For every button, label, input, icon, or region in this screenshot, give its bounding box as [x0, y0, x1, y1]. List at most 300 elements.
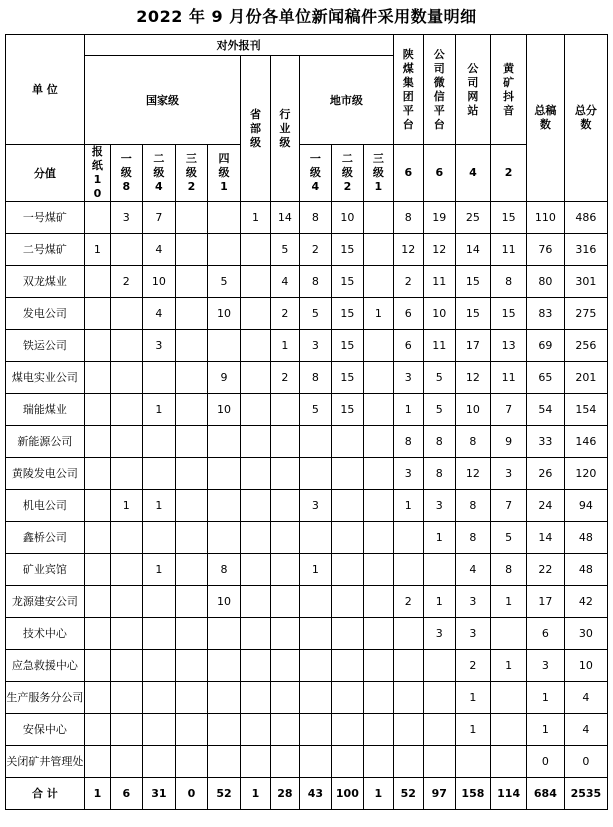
count-cell — [207, 490, 241, 522]
count-cell: 1 — [393, 394, 423, 426]
table-row — [6, 746, 608, 778]
count-cell: 3 — [455, 586, 491, 618]
count-cell — [270, 394, 299, 426]
count-cell — [207, 330, 241, 362]
count-cell: 4 — [455, 554, 491, 586]
table-row — [6, 234, 608, 266]
score-cell — [455, 145, 491, 202]
unit-header: 单 位 — [6, 35, 85, 145]
count-cell: 5 — [270, 234, 299, 266]
count-cell: 1 — [142, 490, 176, 522]
count-cell — [142, 682, 176, 714]
wechat-platform-header: 公司微信平台 — [424, 35, 456, 145]
count-cell — [300, 586, 332, 618]
count-cell — [111, 426, 143, 458]
count-cell: 8 — [393, 426, 423, 458]
count-cell — [111, 682, 143, 714]
table-row — [6, 522, 608, 554]
unit-name: 关闭矿井管理处 — [6, 746, 85, 778]
count-cell — [84, 266, 110, 298]
count-cell — [331, 458, 364, 490]
count-cell — [364, 330, 393, 362]
count-cell — [364, 618, 393, 650]
score-value: 4 — [469, 166, 477, 179]
level-subheader — [84, 145, 110, 202]
level-label: 三级 — [372, 152, 384, 179]
count-cell — [142, 522, 176, 554]
count-cell: 15 — [455, 298, 491, 330]
score-value: 8 — [122, 180, 131, 193]
count-cell — [300, 682, 332, 714]
table-row — [6, 426, 608, 458]
count-cell — [142, 426, 176, 458]
level-subheader — [176, 145, 208, 202]
level-label: 一级 — [309, 152, 321, 179]
count-cell — [241, 394, 270, 426]
table-row — [6, 266, 608, 298]
count-cell — [241, 426, 270, 458]
provincial-level-header: 省部级 — [241, 56, 270, 202]
total-cell: 0 — [176, 778, 208, 810]
count-cell: 17 — [455, 330, 491, 362]
count-cell — [176, 202, 208, 234]
count-cell — [241, 650, 270, 682]
count-cell: 12 — [424, 234, 456, 266]
level-subheader — [331, 145, 364, 202]
total-cell: 31 — [142, 778, 176, 810]
count-cell: 1 — [491, 586, 527, 618]
total-cell: 114 — [491, 778, 527, 810]
count-cell — [176, 746, 208, 778]
score-value: 6 — [404, 166, 413, 179]
count-cell — [84, 554, 110, 586]
count-cell — [84, 746, 110, 778]
count-cell: 1 — [142, 554, 176, 586]
count-cell — [270, 458, 299, 490]
count-cell: 15 — [331, 330, 364, 362]
count-cell — [84, 298, 110, 330]
count-cell: 3 — [424, 618, 456, 650]
score-value: 4 — [311, 180, 320, 193]
count-cell — [364, 586, 393, 618]
count-cell — [207, 426, 241, 458]
count-cell: 42 — [564, 586, 607, 618]
count-cell: 33 — [526, 426, 564, 458]
count-cell — [300, 426, 332, 458]
count-cell — [491, 746, 527, 778]
count-cell: 7 — [142, 202, 176, 234]
count-cell — [364, 746, 393, 778]
level-label: 一级 — [120, 152, 132, 179]
level-subheader — [207, 145, 241, 202]
unit-name: 矿业宾馆 — [6, 554, 85, 586]
count-cell: 11 — [491, 234, 527, 266]
level-label: 二级 — [341, 152, 353, 179]
count-cell: 4 — [270, 266, 299, 298]
count-cell: 15 — [331, 362, 364, 394]
count-cell — [142, 458, 176, 490]
count-cell: 8 — [207, 554, 241, 586]
count-cell: 3 — [300, 490, 332, 522]
count-cell — [270, 746, 299, 778]
count-cell — [84, 650, 110, 682]
count-cell: 4 — [564, 682, 607, 714]
count-cell: 0 — [564, 746, 607, 778]
table-row — [6, 650, 608, 682]
count-cell — [142, 362, 176, 394]
count-cell — [142, 618, 176, 650]
count-cell: 10 — [142, 266, 176, 298]
count-cell — [111, 458, 143, 490]
count-cell: 1 — [526, 714, 564, 746]
count-cell: 120 — [564, 458, 607, 490]
count-cell — [364, 394, 393, 426]
count-cell: 7 — [491, 490, 527, 522]
count-cell: 486 — [564, 202, 607, 234]
count-cell — [111, 394, 143, 426]
count-cell: 5 — [300, 298, 332, 330]
count-cell: 10 — [207, 298, 241, 330]
count-cell: 2 — [111, 266, 143, 298]
count-cell: 8 — [424, 458, 456, 490]
count-cell — [176, 682, 208, 714]
count-cell — [84, 714, 110, 746]
count-cell — [111, 650, 143, 682]
count-cell: 8 — [455, 490, 491, 522]
level-label: 三级 — [185, 152, 197, 179]
count-cell — [331, 522, 364, 554]
count-cell: 76 — [526, 234, 564, 266]
total-articles-header: 总稿数 — [526, 35, 564, 202]
count-cell — [393, 650, 423, 682]
count-cell: 1 — [142, 394, 176, 426]
score-value: 1 — [220, 180, 228, 193]
count-cell: 2 — [270, 362, 299, 394]
count-cell — [393, 746, 423, 778]
count-cell — [84, 362, 110, 394]
count-cell: 1 — [241, 202, 270, 234]
count-cell — [176, 458, 208, 490]
count-cell — [331, 426, 364, 458]
count-cell: 3 — [300, 330, 332, 362]
count-cell — [241, 458, 270, 490]
count-cell: 301 — [564, 266, 607, 298]
count-cell: 15 — [331, 266, 364, 298]
website-header: 公司网站 — [455, 35, 491, 145]
count-cell — [207, 650, 241, 682]
count-cell: 1 — [300, 554, 332, 586]
count-cell — [364, 202, 393, 234]
table-row — [6, 202, 608, 234]
table-row — [6, 618, 608, 650]
unit-name: 新能源公司 — [6, 426, 85, 458]
count-cell — [491, 618, 527, 650]
count-cell — [176, 234, 208, 266]
count-cell — [84, 394, 110, 426]
count-cell: 2 — [393, 586, 423, 618]
count-cell — [207, 618, 241, 650]
count-cell — [331, 746, 364, 778]
level-label: 二级 — [153, 152, 165, 179]
count-cell — [142, 746, 176, 778]
count-cell — [393, 554, 423, 586]
count-cell: 1 — [111, 490, 143, 522]
count-cell: 1 — [364, 298, 393, 330]
count-cell: 3 — [526, 650, 564, 682]
count-cell — [241, 266, 270, 298]
unit-name: 龙源建安公司 — [6, 586, 85, 618]
score-value: 2 — [187, 180, 196, 193]
count-cell — [176, 618, 208, 650]
count-cell: 19 — [424, 202, 456, 234]
count-cell: 48 — [564, 554, 607, 586]
count-cell — [331, 682, 364, 714]
douyin-header: 黄矿抖音 — [491, 35, 527, 145]
count-cell — [142, 586, 176, 618]
count-cell — [111, 362, 143, 394]
count-cell: 12 — [455, 362, 491, 394]
city-level-header: 地市级 — [300, 56, 393, 145]
table-row — [6, 298, 608, 330]
total-cell: 52 — [207, 778, 241, 810]
count-cell: 8 — [491, 266, 527, 298]
count-cell: 8 — [491, 554, 527, 586]
table-row — [6, 554, 608, 586]
count-cell: 1 — [393, 490, 423, 522]
unit-name: 机电公司 — [6, 490, 85, 522]
count-cell — [300, 522, 332, 554]
count-cell — [241, 586, 270, 618]
count-cell — [84, 490, 110, 522]
count-cell — [176, 330, 208, 362]
count-cell — [393, 682, 423, 714]
count-cell: 94 — [564, 490, 607, 522]
count-cell: 15 — [331, 234, 364, 266]
score-value: 1 — [374, 180, 383, 193]
count-cell: 2 — [455, 650, 491, 682]
count-cell: 7 — [491, 394, 527, 426]
count-cell: 110 — [526, 202, 564, 234]
count-cell — [176, 650, 208, 682]
count-cell: 4 — [142, 234, 176, 266]
level-label: 四级 — [218, 152, 230, 179]
count-cell: 1 — [84, 234, 110, 266]
count-cell — [364, 490, 393, 522]
count-cell: 9 — [207, 362, 241, 394]
count-cell: 15 — [491, 202, 527, 234]
count-cell: 1 — [270, 330, 299, 362]
count-cell — [176, 426, 208, 458]
count-cell: 8 — [393, 202, 423, 234]
count-cell: 14 — [455, 234, 491, 266]
national-level-header: 国家级 — [84, 56, 241, 145]
count-cell — [424, 714, 456, 746]
count-cell — [364, 458, 393, 490]
score-cell — [491, 145, 527, 202]
count-cell — [331, 586, 364, 618]
count-cell: 30 — [564, 618, 607, 650]
count-cell — [111, 554, 143, 586]
count-cell: 146 — [564, 426, 607, 458]
count-cell — [84, 618, 110, 650]
unit-name: 黄陵发电公司 — [6, 458, 85, 490]
count-cell — [331, 554, 364, 586]
count-cell: 8 — [300, 266, 332, 298]
count-cell — [176, 522, 208, 554]
count-cell: 316 — [564, 234, 607, 266]
page-title: 2022 年 9 月份各单位新闻稿件采用数量明细 — [136, 7, 477, 26]
shaanxi-platform-header: 陕煤集团平台 — [393, 35, 423, 145]
count-cell — [241, 522, 270, 554]
level-label: 报纸 — [91, 145, 103, 172]
count-cell: 8 — [455, 426, 491, 458]
count-cell — [207, 746, 241, 778]
count-cell: 3 — [111, 202, 143, 234]
count-cell — [270, 522, 299, 554]
level-subheader — [142, 145, 176, 202]
count-cell: 10 — [207, 586, 241, 618]
count-cell: 13 — [491, 330, 527, 362]
count-cell — [270, 426, 299, 458]
table-row — [6, 586, 608, 618]
count-cell — [424, 650, 456, 682]
count-cell — [393, 618, 423, 650]
count-cell — [241, 618, 270, 650]
count-cell — [331, 618, 364, 650]
count-cell — [207, 458, 241, 490]
unit-name: 技术中心 — [6, 618, 85, 650]
count-cell: 26 — [526, 458, 564, 490]
count-cell: 22 — [526, 554, 564, 586]
news-count-table — [5, 34, 608, 810]
table-row — [6, 362, 608, 394]
count-cell: 25 — [455, 202, 491, 234]
unit-name: 双龙煤业 — [6, 266, 85, 298]
count-cell — [331, 714, 364, 746]
count-cell — [300, 458, 332, 490]
count-cell: 14 — [270, 202, 299, 234]
count-cell: 11 — [491, 362, 527, 394]
count-cell — [300, 714, 332, 746]
count-cell — [241, 714, 270, 746]
level-subheader — [300, 145, 332, 202]
count-cell — [84, 682, 110, 714]
count-cell — [270, 714, 299, 746]
count-cell — [176, 394, 208, 426]
count-cell: 2 — [300, 234, 332, 266]
count-cell — [331, 650, 364, 682]
count-cell — [424, 682, 456, 714]
total-cell: 100 — [331, 778, 364, 810]
count-cell — [207, 714, 241, 746]
count-cell — [84, 458, 110, 490]
total-cell: 43 — [300, 778, 332, 810]
count-cell: 48 — [564, 522, 607, 554]
count-cell — [241, 746, 270, 778]
total-cell: 97 — [424, 778, 456, 810]
count-cell — [455, 746, 491, 778]
count-cell: 10 — [331, 202, 364, 234]
count-cell: 15 — [331, 394, 364, 426]
table-row — [6, 458, 608, 490]
count-cell — [176, 554, 208, 586]
count-cell: 9 — [491, 426, 527, 458]
unit-name: 应急救援中心 — [6, 650, 85, 682]
count-cell — [364, 650, 393, 682]
total-cell: 1 — [84, 778, 110, 810]
level-subheader — [111, 145, 143, 202]
count-cell: 1 — [424, 586, 456, 618]
count-cell: 4 — [564, 714, 607, 746]
score-value: 2 — [343, 180, 352, 193]
count-cell: 11 — [424, 266, 456, 298]
count-cell — [364, 266, 393, 298]
count-cell: 8 — [424, 426, 456, 458]
count-cell: 2 — [270, 298, 299, 330]
external-press-header: 对外报刊 — [84, 35, 393, 56]
count-cell: 54 — [526, 394, 564, 426]
count-cell: 1 — [424, 522, 456, 554]
count-cell: 8 — [455, 522, 491, 554]
score-value: 10 — [93, 173, 102, 200]
unit-name: 鑫桥公司 — [6, 522, 85, 554]
count-cell — [364, 362, 393, 394]
count-cell: 65 — [526, 362, 564, 394]
count-cell: 3 — [393, 458, 423, 490]
count-cell: 14 — [526, 522, 564, 554]
count-cell — [207, 522, 241, 554]
count-cell — [270, 618, 299, 650]
count-cell — [142, 714, 176, 746]
score-cell — [393, 145, 423, 202]
score-value: 2 — [504, 166, 513, 179]
count-cell — [300, 746, 332, 778]
count-cell — [111, 330, 143, 362]
unit-name: 铁运公司 — [6, 330, 85, 362]
total-cell: 1 — [364, 778, 393, 810]
count-cell: 256 — [564, 330, 607, 362]
count-cell — [241, 234, 270, 266]
count-cell — [300, 650, 332, 682]
count-cell: 80 — [526, 266, 564, 298]
count-cell — [176, 714, 208, 746]
table-row — [6, 394, 608, 426]
count-cell — [176, 362, 208, 394]
table-row — [6, 682, 608, 714]
total-score-header: 总分数 — [564, 35, 607, 202]
count-cell: 17 — [526, 586, 564, 618]
count-cell: 8 — [300, 202, 332, 234]
count-cell — [364, 426, 393, 458]
count-cell: 10 — [424, 298, 456, 330]
table-row — [6, 330, 608, 362]
total-cell: 52 — [393, 778, 423, 810]
count-cell — [241, 682, 270, 714]
count-cell: 4 — [142, 298, 176, 330]
count-cell — [84, 202, 110, 234]
count-cell — [111, 234, 143, 266]
total-cell: 6 — [111, 778, 143, 810]
count-cell: 3 — [142, 330, 176, 362]
unit-name: 煤电实业公司 — [6, 362, 85, 394]
count-cell — [241, 554, 270, 586]
count-cell: 154 — [564, 394, 607, 426]
total-row — [6, 778, 608, 810]
count-cell — [111, 714, 143, 746]
score-value: 6 — [435, 166, 444, 179]
count-cell — [111, 298, 143, 330]
count-cell: 3 — [393, 362, 423, 394]
